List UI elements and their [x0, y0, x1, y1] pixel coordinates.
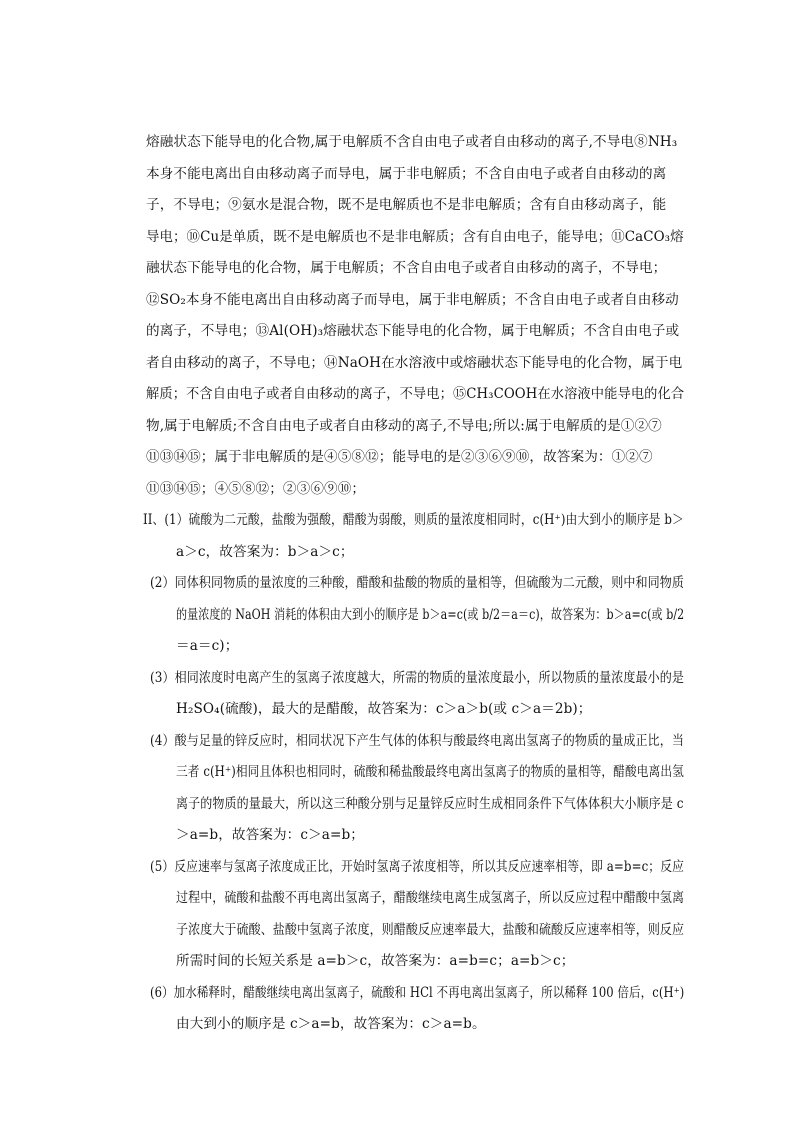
text-line: 解质；不含自由电子或者自由移动的离子，不导电；⑮CH₃COOH在水溶液中能导电的化合	[146, 386, 685, 402]
text-line: 三者 c(H⁺)相同且体积也相同时，硫酸和稀盐酸最终电离出氢离子的物质的量相等，醋酸电离出氢	[176, 764, 684, 780]
section-ii-item-3: (3）相同浓度时电离产生的氢离子浓度越大，所需的物质的量浓度最小，所以物质的量浓度最小的是	[150, 670, 685, 686]
section-ii-item-1: II、(1）硫酸为二元酸，盐酸为强酸，醋酸为弱酸，则质的量浓度相同时，c(H⁺)由大到小的顺序是 b＞	[143, 512, 684, 528]
text-line: a＞c，故答案为：b＞a＞c；	[176, 544, 354, 560]
text-line: 熔融状态下能导电的化合物,属于电解质不含自由电子或者自由移动的离子,不导电⑧NH₃	[146, 134, 678, 150]
text-line: H₂SO₄(硫酸)，最大的是醋酸，故答案为：c＞a＞b(或 c＞a＝2b)；	[176, 701, 592, 717]
section-ii-item-6: (6）加水稀释时，醋酸继续电离出氢离子，硫酸和 HCl 不再电离出氢离子，所以稀释 100 倍后，c(H⁺)	[150, 985, 685, 1001]
text-line: ⑪⑬⑭⑮；属于非电解质的是④⑤⑧⑫；能导电的是②③⑥⑨⑩，故答案为：①②⑦	[146, 449, 653, 465]
section-ii-item-2: (2）同体积同物质的量浓度的三种酸，醋酸和盐酸的物质的量相等，但硫酸为二元酸，则中和同物质	[150, 575, 685, 591]
section-ii-item-5: (5）反应速率与氢离子浓度成正比，开始时氢离子浓度相等，所以其反应速率相等，即 a=b=c；反应	[150, 859, 685, 875]
text-line: 由大到小的顺序是 c＞a=b，故答案为：c＞a=b。	[176, 1016, 486, 1032]
text-line: 物,属于电解质;不含自由电子或者自由移动的离子,不导电;所以:属于电解质的是①②⑦	[146, 418, 662, 434]
section-ii-item-4: (4）酸与足量的锌反应时，相同状况下产生气体的体积与酸最终电离出氢离子的物质的量成正比，当	[150, 733, 685, 749]
text-line: ＝a＝c)；	[176, 638, 239, 654]
text-line: ⑫SO₂本身不能电离出自由移动离子而导电，属于非电解质；不含自由电子或者自由移动	[146, 292, 679, 308]
text-line: 子浓度大于硫酸、盐酸中氢离子浓度，则醋酸反应速率最大，盐酸和硫酸反应速率相等，则反应	[176, 922, 685, 938]
text-line: 的离子，不导电；⑬Al(OH)₃熔融状态下能导电的化合物，属于电解质；不含自由电子或	[146, 323, 680, 339]
text-line: 离子的物质的量最大，所以这三种酸分别与足量锌反应时生成相同条件下气体体积大小顺序是 c	[176, 796, 684, 812]
text-line: 导电；⑩Cu是单质，既不是电解质也不是非电解质；含有自由电子，能导电；⑪CaCO₃熔	[146, 229, 684, 245]
text-line: ⑪⑬⑭⑮；④⑤⑧⑫；②③⑥⑨⑩；	[146, 481, 366, 497]
text-line: 子，不导电；⑨氨水是混合物，既不是电解质也不是非电解质；含有自由移动离子，能	[146, 197, 667, 213]
text-line: 所需时间的长短关系是 a=b＞c，故答案为：a=b=c；a=b＞c；	[176, 953, 575, 969]
text-line: 者自由移动的离子，不导电；⑭NaOH在水溶液中或熔融状态下能导电的化合物，属于电	[146, 355, 683, 371]
text-line: 本身不能电离出自由移动离子而导电，属于非电解质；不含自由电子或者自由移动的离	[146, 166, 667, 182]
text-line: 融状态下能导电的化合物，属于电解质；不含自由电子或者自由移动的离子，不导电；	[146, 260, 667, 276]
text-line: 过程中，硫酸和盐酸不再电离出氢离子，醋酸继续电离生成氢离子，所以反应过程中醋酸中氢离	[176, 890, 685, 906]
text-line: ＞a=b，故答案为：c＞a=b；	[176, 827, 364, 843]
text-line: 的量浓度的 NaOH 消耗的体积由大到小的顺序是 b＞a=c(或 b/2＝a＝c)，故答案为：b＞a=c(或 b/2	[176, 607, 685, 623]
